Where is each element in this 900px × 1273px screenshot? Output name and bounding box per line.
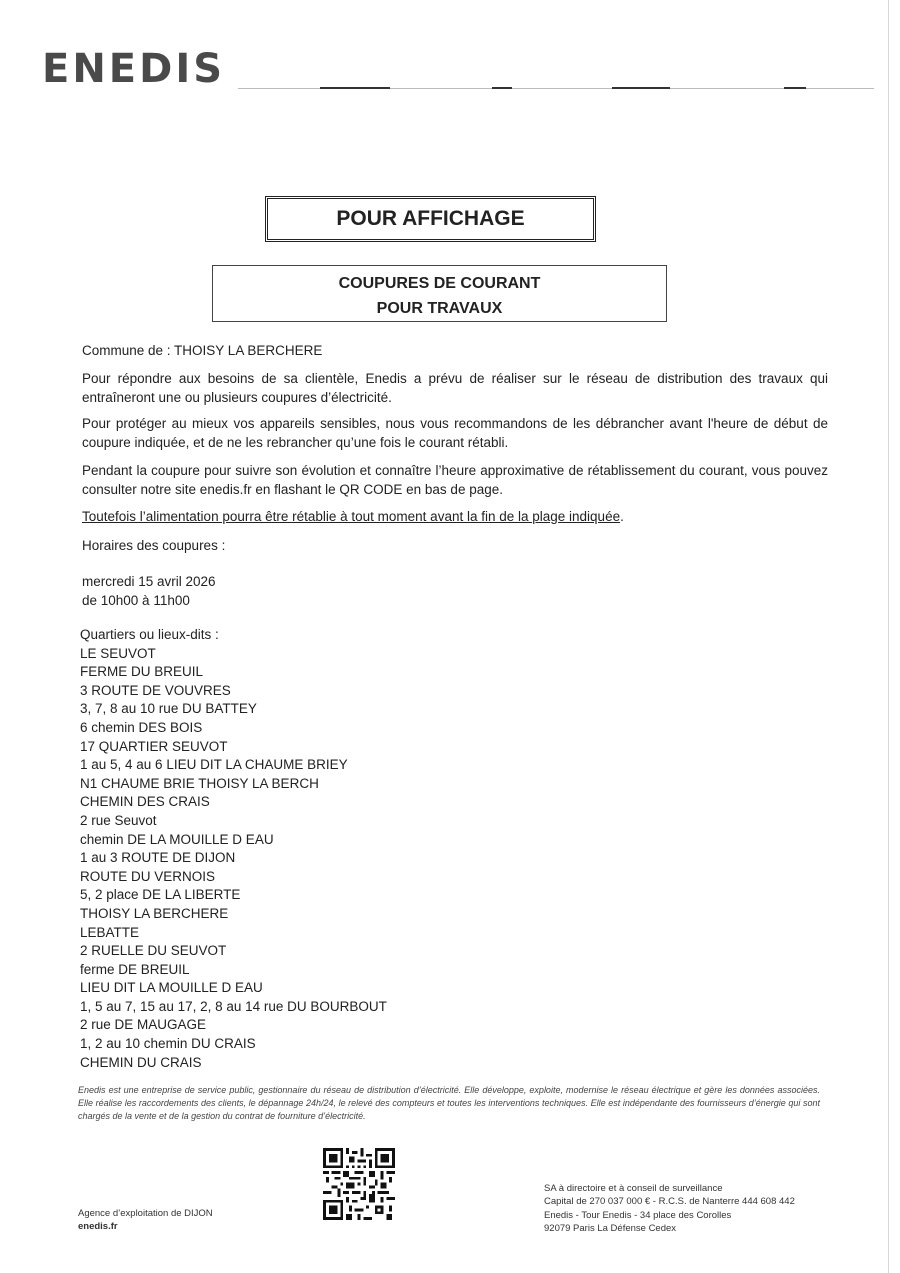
- company-line: 92079 Paris La Défense Cedex: [544, 1222, 677, 1234]
- company-line: Enedis - Tour Enedis - 34 place des Corolles: [544, 1209, 732, 1221]
- locations-list: [80, 626, 387, 1072]
- paragraph-3: Pendant la coupure pour suivre son évolution et connaître l’heure approximative de rétablissement du courant, vous pouvez consulter notre site enedis.fr en flashant le QR CODE en bas de page.: [82, 463, 828, 497]
- subtitle-line2: POUR TRAVAUX: [376, 300, 503, 317]
- subtitle-box: [212, 265, 667, 322]
- list-item: 3, 7, 8 au 10 rue DU BATTEY: [80, 701, 257, 717]
- website-link[interactable]: enedis.fr: [78, 1221, 118, 1232]
- list-item: THOISY LA BERCHERE: [80, 905, 229, 921]
- list-item: CHEMIN DU CRAIS: [80, 1054, 202, 1070]
- list-item: 17 QUARTIER SEUVOT: [80, 738, 228, 754]
- qr-code-icon[interactable]: [323, 1148, 395, 1220]
- company-line: SA à directoire et à conseil de surveillance: [544, 1183, 723, 1194]
- list-item: 1, 5 au 7, 15 au 17, 2, 8 au 14 rue DU BOURBOUT: [80, 998, 387, 1014]
- page-edge: [888, 0, 889, 1273]
- list-item: ROUTE DU VERNOIS: [80, 868, 216, 884]
- schedule-date: mercredi 15 avril 2026: [82, 574, 216, 589]
- list-item: FERME DU BREUIL: [80, 664, 204, 680]
- locations-label: Quartiers ou lieux-dits :: [80, 627, 219, 642]
- company-block: [544, 1182, 795, 1235]
- header-dash: [492, 87, 512, 89]
- list-item: LEBATTE: [80, 924, 140, 940]
- schedule-label: Horaires des coupures :: [82, 538, 226, 553]
- agency-block: [78, 1207, 213, 1233]
- list-item: 1 au 3 ROUTE DE DIJON: [80, 850, 236, 866]
- list-item: 6 chemin DES BOIS: [80, 719, 203, 735]
- list-item: 3 ROUTE DE VOUVRES: [80, 682, 231, 698]
- list-item: N1 CHAUME BRIE THOISY LA BERCH: [80, 775, 319, 791]
- title-box: POUR AFFICHAGE: [265, 196, 596, 242]
- list-item: 1 au 5, 4 au 6 LIEU DIT LA CHAUME BRIEY: [80, 757, 348, 773]
- enedis-logo: ENEDIS: [42, 46, 226, 92]
- header-dash: [612, 87, 670, 89]
- subtitle-line1: COUPURES DE COURANT: [338, 275, 541, 292]
- list-item: 2 rue DE MAUGAGE: [80, 1017, 207, 1033]
- list-item: chemin DE LA MOUILLE D EAU: [80, 831, 274, 847]
- list-item: LE SEUVOT: [80, 645, 156, 661]
- schedule-time: de 10h00 à 11h00: [82, 593, 190, 608]
- list-item: 2 RUELLE DU SEUVOT: [80, 943, 227, 959]
- warning-text: Toutefois l’alimentation pourra être rétablie à tout moment avant la fin de la plage indiquée: [82, 509, 621, 524]
- header-dash: [784, 87, 806, 89]
- list-item: CHEMIN DES CRAIS: [80, 794, 210, 810]
- list-item: 2 rue Seuvot: [80, 812, 157, 828]
- list-item: LIEU DIT LA MOUILLE D EAU: [80, 980, 263, 996]
- company-line: Capital de 270 037 000 € - R.C.S. de Nanterre 444 608 442: [544, 1196, 795, 1208]
- list-item: 1, 2 au 10 chemin DU CRAIS: [80, 1036, 256, 1052]
- paragraph-1: Pour répondre aux besoins de sa clientèle, Enedis a prévu de réaliser sur le réseau de distribution des travaux qui entraîneront une ou plusieurs coupures d’électricité.: [82, 371, 828, 405]
- agency-name: Agence d’exploitation de DIJON: [78, 1208, 213, 1219]
- warning-line: [82, 507, 828, 526]
- commune-line: Commune de : THOISY LA BERCHERE: [82, 343, 323, 358]
- paragraph-2: Pour protéger au mieux vos appareils sensibles, nous vous recommandons de les débrancher avant l'heure de début de coupure indiquée, et de ne les rebrancher qu’une fois le courant rétabli.: [82, 416, 828, 450]
- legal-notice: Enedis est une entreprise de service public, gestionnaire du réseau de distribution d’électricité. Elle développe, exploite, modernise le réseau électrique et gère les données associées. Elle réalise les raccordements des clients, le dépannage 24h/24, le relevé des compteurs et toutes les interventions techniques. Elle est indépendante des fournisseurs d’énergie qui sont chargés de la vente et de la gestion du contrat de fourniture d’électricité.: [78, 1085, 820, 1121]
- header-dash: [320, 87, 390, 89]
- warning-end: .: [620, 509, 624, 524]
- list-item: ferme DE BREUIL: [80, 961, 190, 977]
- list-item: 5, 2 place DE LA LIBERTE: [80, 887, 241, 903]
